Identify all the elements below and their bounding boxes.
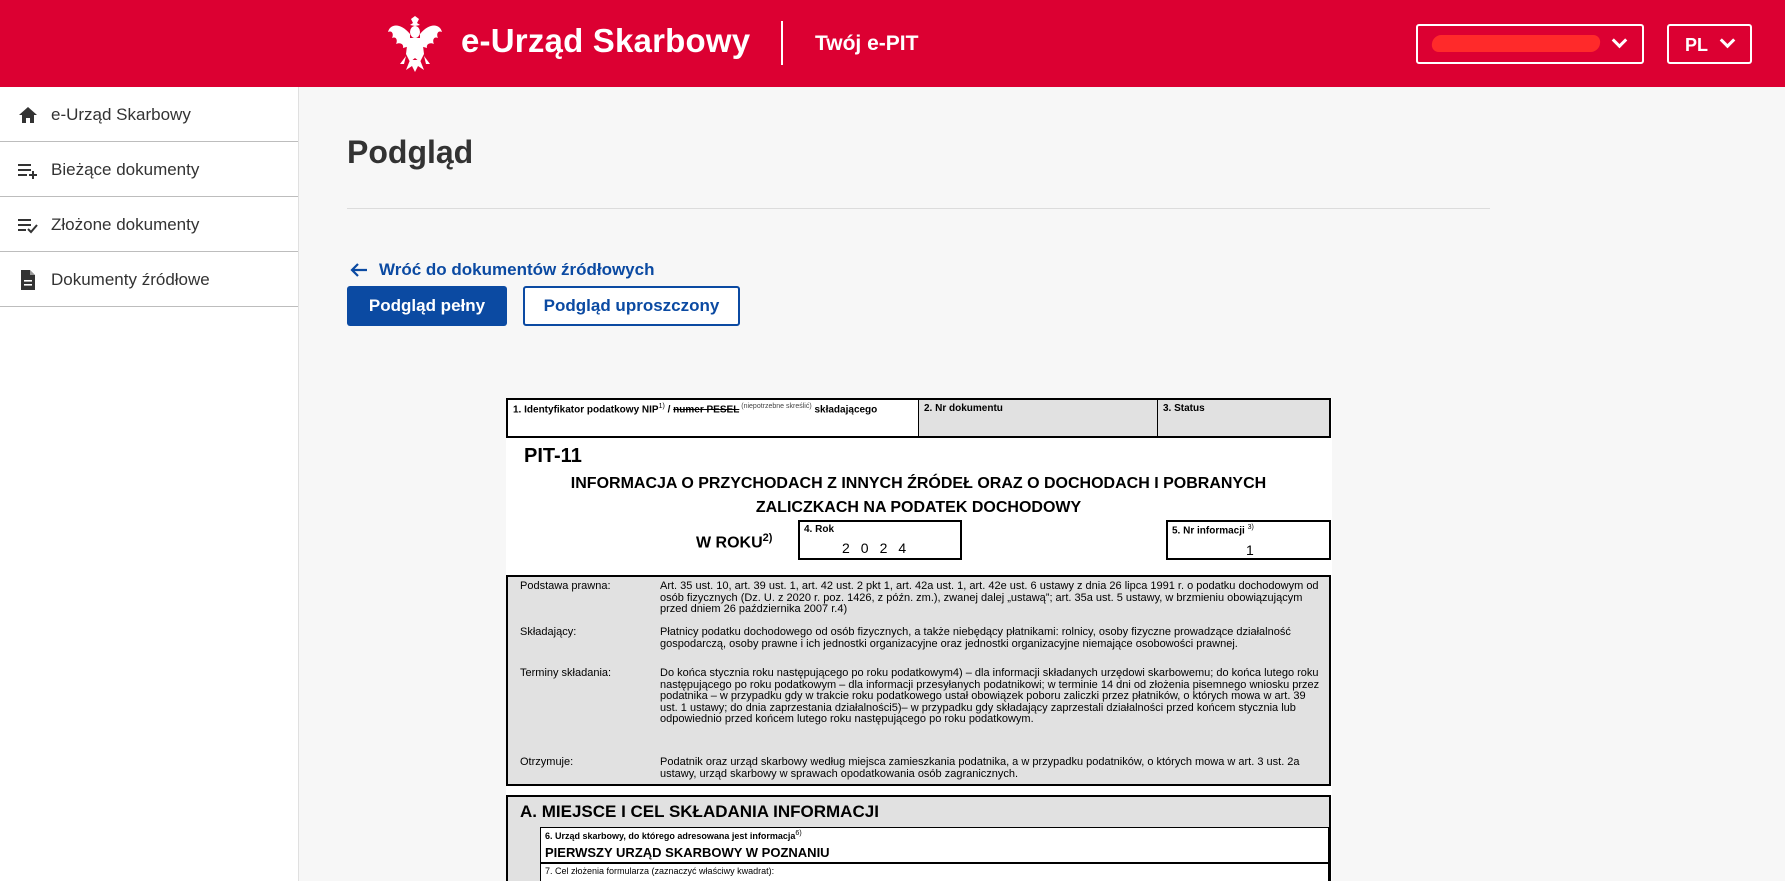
field-1-label: 1. Identyfikator podatkowy NIP — [513, 404, 659, 416]
form-code: PIT-11 — [524, 445, 582, 467]
playlist-check-icon — [17, 215, 39, 235]
back-link-label: Wróć do dokumentów źródłowych — [379, 260, 655, 279]
field-7-purpose — [540, 863, 1329, 881]
doc-header-fields — [506, 398, 1331, 438]
field-4-year — [798, 520, 962, 560]
title-divider — [347, 208, 1490, 209]
legal-info-box — [506, 575, 1331, 786]
simplified-preview-button[interactable]: Podgląd uproszczony — [523, 286, 740, 326]
info-text: Podatnik oraz urząd skarbowy według miejsca zamieszkania podatnika, a w przypadku podatników, o których mowa w art. 3 ust. 2a ustawy, urząd skarbowy w sprawach opodatkowania osób zagranicznych. — [660, 756, 1300, 780]
sidebar-item-label: Dokumenty źródłowe — [51, 270, 210, 289]
sidebar-item-label: Złożone dokumenty — [51, 215, 200, 234]
section-a-title: A. MIEJSCE I CEL SKŁADANIA INFORMACJI — [520, 802, 879, 821]
section-a — [506, 795, 1331, 881]
info-text: Do końca stycznia roku następującego po roku podatkowym4) – dla informacji składanych urzędowi skarbowemu; do końca lutego roku następującego po roku podatkowym – dla informacji przesyłanych podatnikowi; w terminie 14 dni od złożenia pisemnego wniosku przez podatnika – w przypadku gdy w trakcie roku podatkowego ustał obowiązek poboru zaliczki przez płatników, o których mowa w art. 39 ust. 1 ustawy; do dnia zaprzestania działalności5)– w przypadku gdy składający zaprzestali działalności przed końcem stycznia lub odpowiednio przed końcem lutego roku następującego po roku podatkowym. — [660, 667, 1320, 725]
info-text: Płatnicy podatku dochodowego od osób fizycznych, a także niebędący płatnikami: rolnicy, osoby fizyczne prowadzące działalność gospodarczą, osoby prawne i ich jednostki organizacyjne oraz jednostki organizacyjne niemające osobowości prawnej. — [660, 626, 1291, 650]
sidebar-item-zlozone[interactable] — [0, 197, 298, 252]
language-label: PL — [1685, 35, 1709, 55]
form-title-line-1: INFORMACJA O PRZYCHODACH Z INNYCH ŹRÓDEŁ ORAZ O DOCHODACH I POBRANYCH — [570, 475, 1267, 492]
field-1-footnote: 1) — [658, 403, 665, 410]
field-6-label: 6. Urząd skarbowy, do którego adresowana jest informacja — [545, 831, 796, 841]
full-preview-button[interactable]: Podgląd pełny — [347, 286, 507, 326]
chevron-down-icon — [1720, 33, 1736, 49]
info-label: Składający: — [520, 626, 577, 638]
main-content — [299, 87, 1785, 881]
field-1-note: (niepotrzebne skreślić) — [739, 403, 812, 410]
chevron-down-icon — [1612, 33, 1628, 49]
sidebar-item-label: Bieżące dokumenty — [51, 160, 200, 179]
field-6-value: PIERWSZY URZĄD SKARBOWY W POZNANIU — [545, 845, 830, 860]
field-5-label: 5. Nr informacji — [1172, 525, 1245, 537]
info-label: Otrzymuje: — [520, 756, 574, 768]
year-caption-text: W ROKU — [696, 534, 763, 552]
field-1-separator: / — [664, 404, 674, 416]
info-label: Terminy składania: — [520, 667, 612, 679]
field-5-info-number — [1166, 520, 1331, 560]
language-select[interactable] — [1667, 24, 1752, 64]
top-header — [0, 0, 1785, 87]
home-icon — [17, 105, 39, 125]
field-4-value: 2024 — [842, 540, 918, 556]
brand-title[interactable]: e-Urząd Skarbowy — [461, 22, 751, 59]
info-text: Art. 35 ust. 10, art. 39 ust. 1, art. 42 ust. 2 pkt 1, art. 42a ust. 1, art. 42e ust. 6 ustawy z dnia 26 lipca 1991 r. o podatku dochodowym od osób fizycznych (Dz. U. z 2020 r. poz. 1426, z późn. zm.), zwanej dalej „ustawą”; art. 35a ust. 5 ustawy, w brzmieniu obowiązującym przed dniem 26 października 2007 r.4) — [660, 580, 1319, 615]
field-2-label: 2. Nr dokumentu — [924, 403, 1003, 414]
sidebar-item-biezace[interactable] — [0, 142, 298, 197]
field-3-label: 3. Status — [1163, 403, 1205, 414]
field-4-label: 4. Rok — [804, 524, 835, 535]
playlist-add-icon — [17, 160, 39, 180]
field-6-footnote: 6) — [795, 830, 802, 837]
user-account-select[interactable] — [1416, 24, 1644, 64]
redacted-user-name — [1431, 35, 1601, 52]
header-divider — [781, 21, 783, 65]
field-7-note: (zaznaczyć właściwy kwadrat): — [649, 866, 775, 876]
app-subtitle: Twój e-PIT — [815, 32, 919, 55]
sidebar-item-label: e-Urząd Skarbowy — [51, 105, 191, 124]
field-5-footnote: 3) — [1247, 524, 1254, 531]
page-title: Podgląd — [347, 134, 474, 170]
pit11-document — [506, 398, 1332, 881]
document-icon — [17, 270, 39, 290]
form-title — [506, 472, 1331, 520]
field-7-label: 7. Cel złożenia formularza — [545, 866, 650, 876]
sidebar — [0, 87, 299, 881]
info-label: Podstawa prawna: — [520, 580, 611, 592]
year-caption — [696, 532, 772, 552]
field-3-status — [1158, 400, 1329, 436]
field-2-doc-number — [919, 400, 1158, 436]
field-5-value: 1 — [1246, 542, 1254, 558]
year-caption-footnote: 2) — [762, 532, 773, 544]
field-1-struck-pesel: numer PESEL — [673, 404, 740, 416]
sidebar-item-zrodlowe[interactable] — [0, 252, 298, 307]
form-title-line-2: ZALICZKACH NA PODATEK DOCHODOWY — [755, 499, 1082, 516]
field-6-tax-office — [540, 827, 1329, 863]
back-to-sources-link[interactable] — [349, 260, 654, 280]
sidebar-item-e-urzad[interactable] — [0, 87, 298, 142]
field-1-nip — [508, 400, 919, 436]
eagle-emblem-icon — [386, 12, 444, 74]
field-1-suffix: składającego — [811, 404, 878, 416]
